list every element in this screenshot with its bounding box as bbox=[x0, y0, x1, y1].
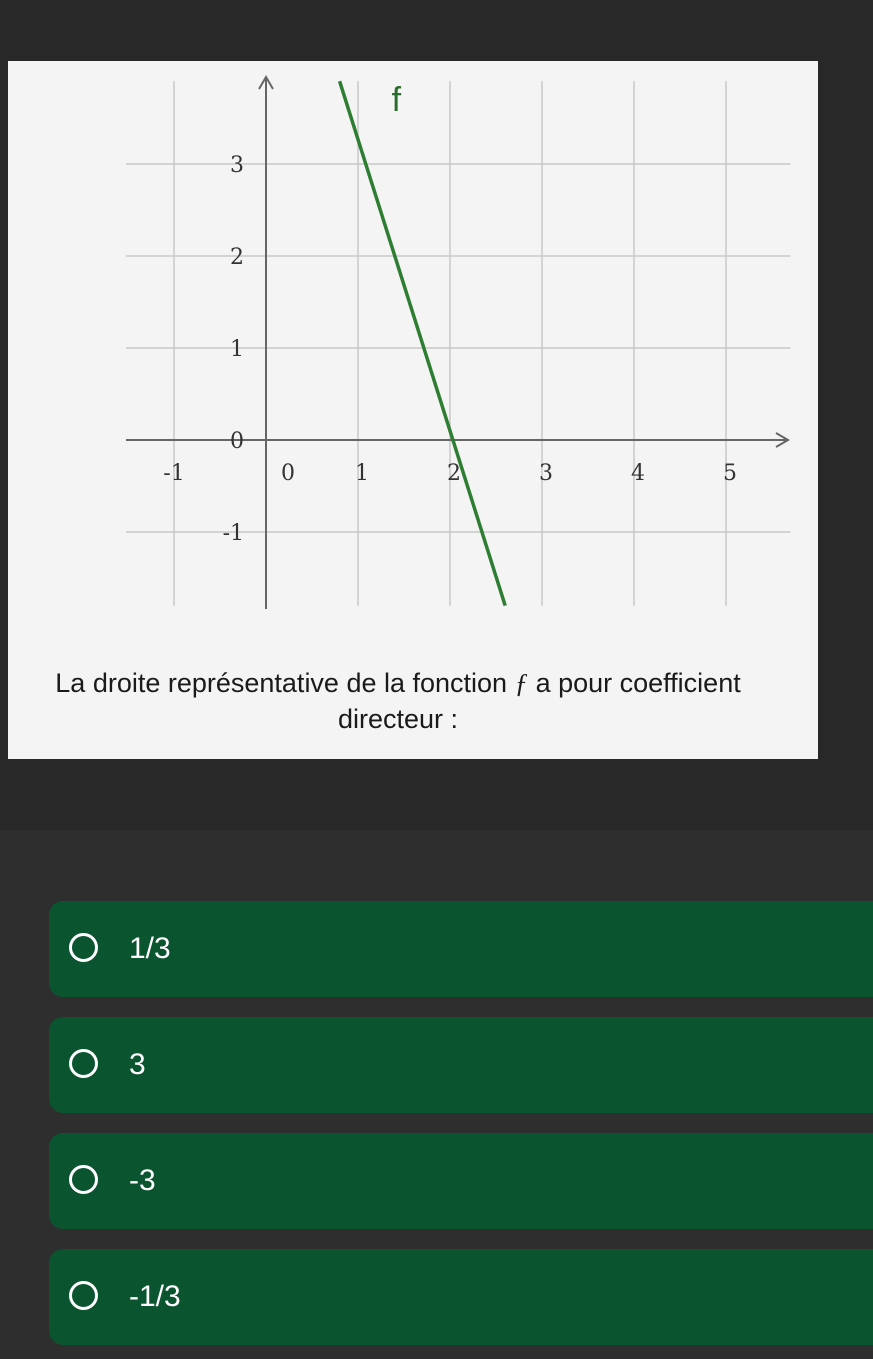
y-tick-label: 1 bbox=[230, 337, 244, 362]
radio-icon[interactable] bbox=[69, 1165, 98, 1194]
answer-option-4[interactable] bbox=[49, 1249, 873, 1345]
question-image bbox=[8, 61, 818, 759]
function-graph bbox=[8, 61, 818, 681]
answer-label-3: -3 bbox=[129, 1164, 156, 1197]
answer-option-2[interactable] bbox=[49, 1017, 873, 1113]
series-label-f: f bbox=[391, 81, 402, 120]
y-tick-label: 0 bbox=[230, 429, 244, 454]
series-line-f bbox=[340, 81, 506, 605]
y-tick-label: 2 bbox=[230, 245, 244, 270]
x-tick-label: 2 bbox=[447, 461, 461, 486]
answer-label-1: 1/3 bbox=[129, 932, 171, 965]
answer-option-1[interactable] bbox=[49, 901, 873, 997]
x-tick-label: 5 bbox=[723, 461, 737, 486]
x-tick-label: 3 bbox=[539, 461, 553, 486]
radio-icon[interactable] bbox=[69, 933, 98, 962]
x-tick-label: -1 bbox=[163, 461, 185, 486]
series bbox=[340, 81, 506, 605]
question-text bbox=[8, 665, 788, 737]
question-text-after: a pour coefficient directeur : bbox=[337, 668, 741, 734]
radio-icon[interactable] bbox=[69, 1049, 98, 1078]
y-tick-label: -1 bbox=[222, 521, 244, 546]
y-tick-label: 3 bbox=[230, 153, 244, 178]
x-tick-label: 4 bbox=[631, 461, 645, 486]
x-tick-label: 0 bbox=[281, 461, 295, 486]
x-tick-label: 1 bbox=[355, 461, 369, 486]
answers-area bbox=[0, 830, 873, 1359]
answer-label-2: 3 bbox=[129, 1048, 146, 1081]
question-text-before: La droite représentative de la fonction bbox=[55, 668, 515, 698]
function-name: ƒ bbox=[514, 668, 529, 698]
answer-option-3[interactable] bbox=[49, 1133, 873, 1229]
radio-icon[interactable] bbox=[69, 1281, 98, 1310]
answer-label-4: -1/3 bbox=[129, 1280, 181, 1313]
